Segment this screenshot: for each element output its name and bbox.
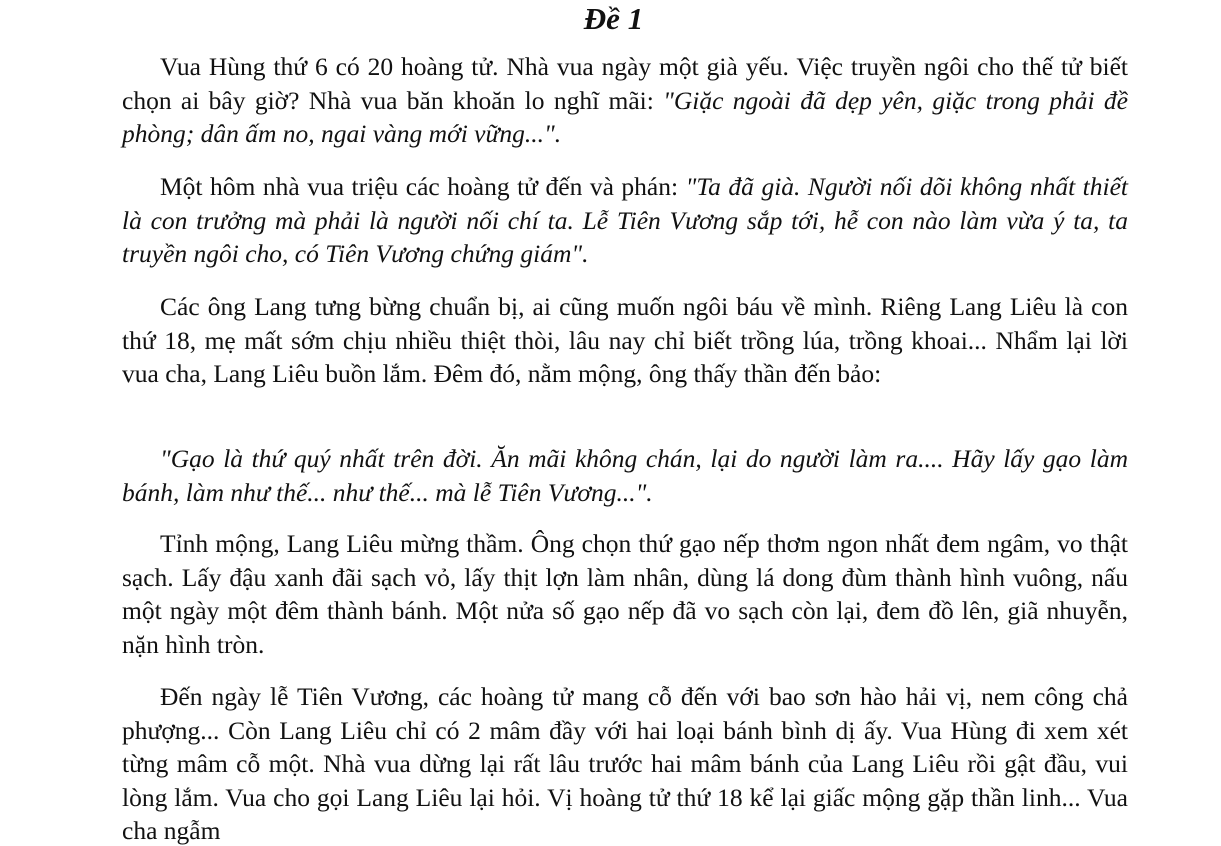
dream-quote-text: "Gạo là thứ quý nhất trên đời. Ăn mãi không chán, lại do người làm ra.... Hãy lấy gạo làm bánh, làm như thế... như thế... mà lễ Tiên Vương...". xyxy=(122,444,1128,507)
page-title: Đề 1 xyxy=(583,1,644,36)
paragraph-1-quote: "Giặc ngoài đã dẹp yên, giặc trong phải đề phòng; dân ấm no, ngai vàng mới vững...". xyxy=(122,85,1128,148)
paragraph-6-text: Đến ngày lễ Tiên Vương, các hoàng tử mang cỗ đến với bao sơn hào hải vị, nem công chả phượng... Còn Lang Liêu chỉ có 2 mâm đầy với hai loại bánh bình dị ấy. Vua Hùng đi xem xét từng mâm cỗ một. Nhà vua dừng lại rất lâu trước hai mâm bánh của Lang Liêu rồi gật đầu, vui lòng lắm. Vua cho gọi Lang Liêu lại hỏi. Vị hoàng tử thứ 18 kể lại giấc mộng gặp thần linh... Vua cha ngẫm xyxy=(122,682,1128,845)
paragraph-4-quote xyxy=(122,442,1128,509)
paragraph-3-text: Các ông Lang tưng bừng chuẩn bị, ai cũng muốn ngôi báu về mình. Riêng Lang Liêu là con thứ 18, mẹ mất sớm chịu nhiều thiệt thòi, lâu nay chỉ biết trồng lúa, trồng khoai... Nhẩm lại lời vua cha, Lang Liêu buồn lắm. Đêm đó, nằm mộng, ông thấy thần đến bảo: xyxy=(122,292,1128,388)
paragraph-1 xyxy=(122,50,1128,151)
paragraph-2-text: Một hôm nhà vua triệu các hoàng tử đến và phán: xyxy=(160,172,686,201)
paragraph-5-text: Tỉnh mộng, Lang Liêu mừng thầm. Ông chọn thứ gạo nếp thơm ngon nhất đem ngâm, vo thật sạch. Lấy đậu xanh đãi sạch vỏ, lấy thịt lợn làm nhân, dùng lá dong đùm thành hình vuông, nấu một ngày một đêm thành bánh. Một nửa số gạo nếp đã vo sạch còn lại, đem đồ lên, giã nhuyễn, nặn hình tròn. xyxy=(122,529,1128,659)
paragraph-6 xyxy=(122,680,1128,846)
paragraph-2-quote: "Ta đã già. Người nối dõi không nhất thiết là con trưởng mà phải là người nối chí ta. Lễ Tiên Vương sắp tới, hễ con nào làm vừa ý ta, ta truyền ngôi cho, có Tiên Vương chứng giám". xyxy=(122,172,1128,268)
paragraph-3 xyxy=(122,290,1128,391)
paragraph-5 xyxy=(122,527,1128,661)
paragraph-2 xyxy=(122,170,1128,271)
paragraph-1-text: Vua Hùng thứ 6 có 20 hoàng tử. Nhà vua ngày một già yếu. Việc truyền ngôi cho thế tử biết chọn ai bây giờ? Nhà vua băn khoăn lo nghĩ mãi: xyxy=(122,52,1128,115)
